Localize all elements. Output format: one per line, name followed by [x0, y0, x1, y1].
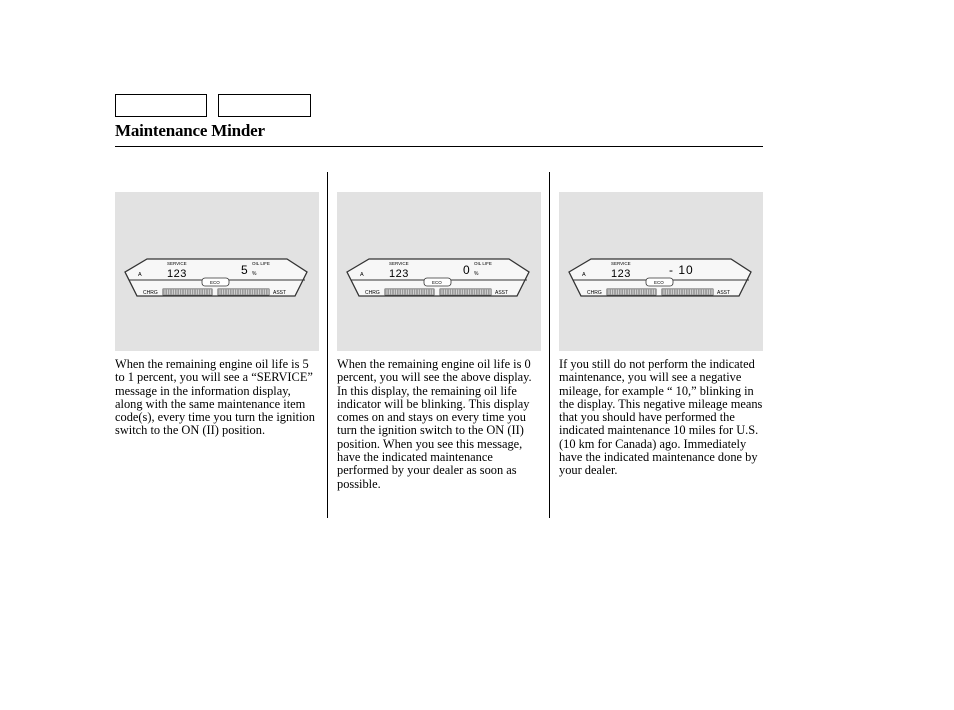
lcd-asst-label: ASST — [273, 290, 287, 296]
lcd-code: 123 — [389, 268, 409, 280]
lcd-left-mark: A — [582, 272, 586, 278]
column-divider-1 — [327, 172, 328, 518]
lcd-oil-label: OIL LIFE — [252, 261, 270, 266]
lcd-code: 123 — [611, 268, 631, 280]
lcd-value: 0 — [463, 263, 470, 277]
lcd-asst-label: ASST — [717, 290, 731, 296]
display-illustration-2 — [337, 192, 541, 351]
lcd-service-label: SERVICE — [389, 261, 409, 266]
lcd-chrg-label: CHRG — [365, 290, 380, 296]
lcd-code: 123 — [167, 268, 187, 280]
page-title: Maintenance Minder — [115, 121, 265, 140]
lcd-unit: % — [252, 271, 257, 277]
lcd-chrg-label: CHRG — [143, 290, 158, 296]
lcd-chrg-fill — [163, 289, 212, 295]
nav-tab-1[interactable] — [115, 94, 207, 117]
lcd-service-label: SERVICE — [611, 261, 631, 266]
lcd-asst-fill — [440, 289, 491, 295]
lcd-chrg-fill — [385, 289, 434, 295]
lcd-chrg-label: CHRG — [587, 290, 602, 296]
column-3-text: If you still do not perform the indicated maintenance, you will see a negative mileage, for example “ 10,” blinking in the display. This negative mileage means that you should have performed the indicated maintenance 10 miles for U.S. (10 km for Canada) ago. Immediately have the indicated maintenance done by your dealer. — [559, 357, 763, 478]
nav-tab-2[interactable] — [218, 94, 311, 117]
lcd-service-label: SERVICE — [167, 261, 187, 266]
lcd-asst-fill — [662, 289, 713, 295]
lcd-left-mark: A — [360, 272, 364, 278]
lcd-chrg-fill — [607, 289, 656, 295]
lcd-asst-label: ASST — [495, 290, 509, 296]
lcd-eco-label: ECO — [654, 280, 664, 285]
title-divider — [115, 146, 763, 147]
column-divider-2 — [549, 172, 550, 518]
lcd-left-mark: A — [138, 272, 142, 278]
display-illustration-1 — [115, 192, 319, 351]
lcd-eco-label: ECO — [210, 280, 220, 285]
lcd-oil-label: OIL LIFE — [474, 261, 492, 266]
column-2-text: When the remaining engine oil life is 0 percent, you will see the above display. In this display, the remaining oil life indicator will be blinking. This display comes on and stays on every time you turn the ignition switch to the ON (II) position. When you see this message, have the indicated maintenance performed by your dealer as soon as possible. — [337, 357, 532, 491]
lcd-asst-fill — [218, 289, 269, 295]
lcd-eco-label: ECO — [432, 280, 442, 285]
lcd-value: 5 — [241, 263, 248, 277]
column-1-text: When the remaining engine oil life is 5 to 1 percent, you will see a “SERVICE” message in the information display, along with the same maintenance item code(s), every time you turn the ignition switch to the ON (II) position. — [115, 357, 315, 438]
lcd-value: - 10 — [669, 263, 694, 277]
lcd-unit: % — [474, 271, 479, 277]
display-illustration-3 — [559, 192, 763, 351]
